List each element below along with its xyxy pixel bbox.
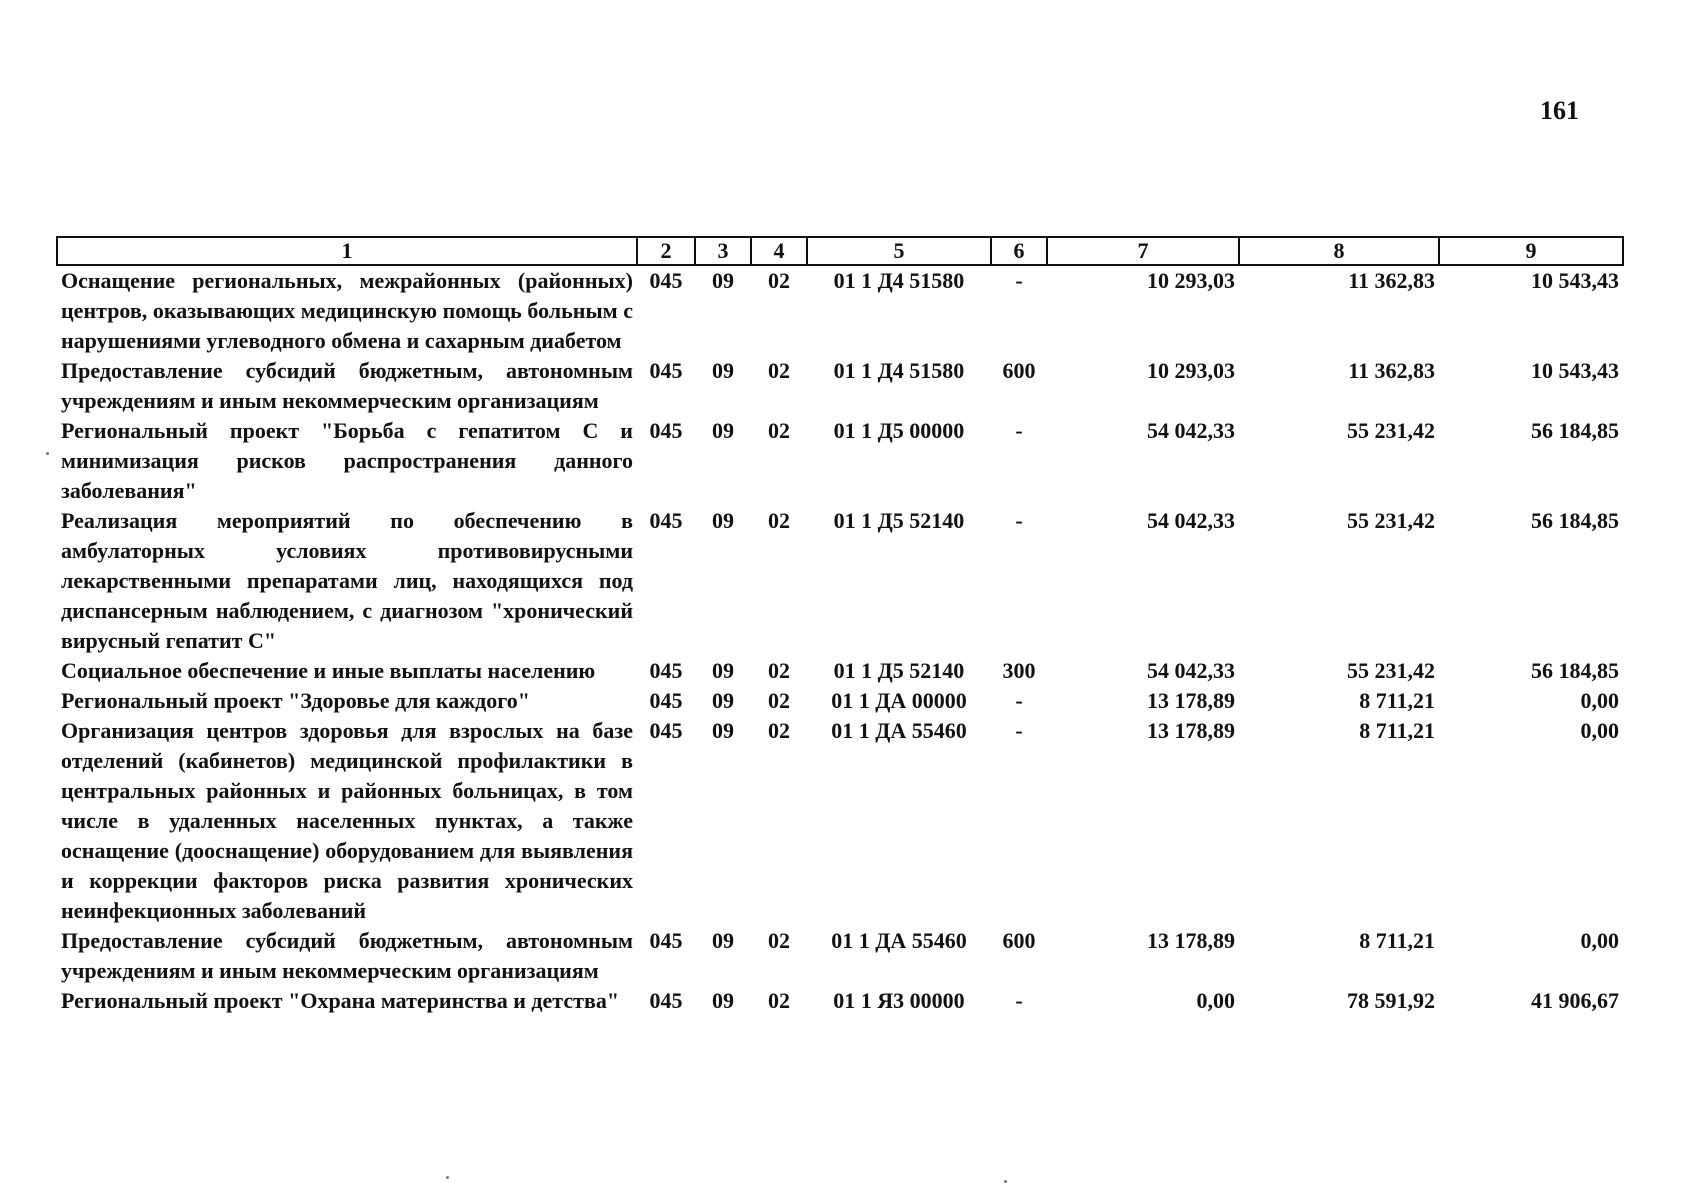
row-value-col9: 0,00 [1580, 718, 1619, 743]
row-expense-type: - [1015, 508, 1023, 533]
row-ministry-code: 045 [649, 688, 683, 713]
row-ministry-code: 045 [649, 988, 683, 1013]
row-ministry-code: 045 [649, 928, 683, 953]
row-name: Реализация мероприятий по обеспечению в амбулаторных условиях противовирусными лекарственными препаратами лиц, находящихся под диспансерным наблюдением, с диагнозом "хронический вирусный гепатит С" [61, 508, 633, 653]
header-col-8: 8 [1239, 237, 1439, 265]
row-value-col8: 11 362,83 [1348, 358, 1435, 383]
row-value-col9: 0,00 [1580, 688, 1619, 713]
row-expense-type: - [1015, 268, 1023, 293]
row-target-article: 01 1 Д5 52140 [833, 658, 965, 683]
row-value-col9: 0,00 [1580, 928, 1619, 953]
header-col-6: 6 [991, 237, 1047, 265]
table-row [57, 656, 1623, 686]
row-value-col7: 13 178,89 [1147, 718, 1235, 743]
row-subsection-code: 02 [768, 418, 790, 443]
row-section-code: 09 [712, 718, 734, 743]
table-row [57, 416, 1623, 506]
row-value-col7: 13 178,89 [1147, 928, 1235, 953]
row-target-article: 01 1 Д5 00000 [833, 418, 965, 443]
row-value-col8: 55 231,42 [1347, 508, 1435, 533]
row-subsection-code: 02 [768, 988, 790, 1013]
row-value-col9: 10 543,43 [1531, 358, 1619, 383]
header-col-9: 9 [1439, 237, 1623, 265]
scan-speck [46, 452, 49, 455]
table-row [57, 356, 1623, 416]
row-name: Региональный проект "Борьба с гепатитом С и минимизация рисков распространения данного заболевания" [61, 418, 633, 503]
row-name: Предоставление субсидий бюджетным, автономным учреждениям и иным некоммерческим организациям [61, 928, 633, 983]
row-value-col9: 56 184,85 [1531, 658, 1619, 683]
row-value-col9: 41 906,67 [1531, 988, 1619, 1013]
row-expense-type: - [1015, 718, 1023, 743]
row-name: Региональный проект "Охрана материнства и детства" [61, 988, 620, 1013]
budget-table [56, 236, 1624, 1016]
row-section-code: 09 [712, 508, 734, 533]
row-subsection-code: 02 [768, 658, 790, 683]
row-target-article: 01 1 ДА 00000 [831, 688, 967, 713]
row-section-code: 09 [712, 418, 734, 443]
row-expense-type: - [1015, 688, 1023, 713]
row-subsection-code: 02 [768, 928, 790, 953]
table-row [57, 986, 1623, 1016]
row-subsection-code: 02 [768, 358, 790, 383]
row-value-col7: 10 293,03 [1147, 358, 1235, 383]
row-value-col8: 11 362,83 [1348, 268, 1435, 293]
header-col-2: 2 [637, 237, 695, 265]
row-target-article: 01 1 ДА 55460 [831, 718, 967, 743]
table-row [57, 716, 1623, 926]
row-subsection-code: 02 [768, 688, 790, 713]
row-section-code: 09 [712, 268, 734, 293]
row-target-article: 01 1 Д4 51580 [833, 268, 965, 293]
row-value-col7: 54 042,33 [1147, 658, 1235, 683]
row-expense-type: 600 [1002, 358, 1036, 383]
row-subsection-code: 02 [768, 268, 790, 293]
row-subsection-code: 02 [768, 508, 790, 533]
row-target-article: 01 1 Я3 00000 [833, 988, 965, 1013]
row-value-col8: 8 711,21 [1359, 688, 1435, 713]
table-row [57, 926, 1623, 986]
row-value-col7: 54 042,33 [1147, 418, 1235, 443]
row-value-col8: 55 231,42 [1347, 658, 1435, 683]
table-row [57, 506, 1623, 656]
row-target-article: 01 1 Д5 52140 [833, 508, 965, 533]
row-name: Региональный проект "Здоровье для каждого" [61, 688, 530, 713]
row-value-col8: 55 231,42 [1347, 418, 1435, 443]
row-expense-type: 600 [1002, 928, 1036, 953]
row-ministry-code: 045 [649, 358, 683, 383]
row-name: Оснащение региональных, межрайонных (районных) центров, оказывающих медицинскую помощь больным с нарушениями углеводного обмена и сахарным диабетом [61, 268, 633, 353]
row-section-code: 09 [712, 688, 734, 713]
row-name: Предоставление субсидий бюджетным, автономным учреждениям и иным некоммерческим организациям [61, 358, 633, 413]
row-target-article: 01 1 Д4 51580 [833, 358, 965, 383]
row-ministry-code: 045 [649, 508, 683, 533]
row-expense-type: - [1015, 418, 1023, 443]
header-row [57, 237, 1623, 265]
page-number: 161 [1540, 96, 1579, 125]
header-col-5: 5 [807, 237, 991, 265]
row-ministry-code: 045 [649, 268, 683, 293]
row-expense-type: 300 [1002, 658, 1036, 683]
row-name: Организация центров здоровья для взрослых на базе отделений (кабинетов) медицинской профилактики в центральных районных и районных больницах, в том числе в удаленных населенных пунктах, а также оснащение (дооснащение) оборудованием для выявления и коррекции факторов риска развития хронических неинфекционных заболеваний [61, 718, 633, 923]
row-name: Социальное обеспечение и иные выплаты населению [61, 658, 596, 683]
row-section-code: 09 [712, 658, 734, 683]
row-section-code: 09 [712, 928, 734, 953]
header-col-4: 4 [751, 237, 807, 265]
row-value-col7: 13 178,89 [1147, 688, 1235, 713]
row-target-article: 01 1 ДА 55460 [831, 928, 967, 953]
row-value-col9: 56 184,85 [1531, 508, 1619, 533]
row-value-col7: 10 293,03 [1147, 268, 1235, 293]
row-value-col9: 56 184,85 [1531, 418, 1619, 443]
row-value-col8: 8 711,21 [1359, 928, 1435, 953]
row-value-col9: 10 543,43 [1531, 268, 1619, 293]
row-value-col8: 8 711,21 [1359, 718, 1435, 743]
scan-speck [446, 1176, 449, 1179]
header-col-3: 3 [695, 237, 751, 265]
table-row [57, 686, 1623, 716]
row-expense-type: - [1015, 988, 1023, 1013]
row-section-code: 09 [712, 988, 734, 1013]
row-value-col8: 78 591,92 [1347, 988, 1435, 1013]
row-ministry-code: 045 [649, 418, 683, 443]
row-ministry-code: 045 [649, 658, 683, 683]
row-section-code: 09 [712, 358, 734, 383]
row-subsection-code: 02 [768, 718, 790, 743]
header-col-7: 7 [1047, 237, 1239, 265]
row-value-col7: 0,00 [1196, 988, 1235, 1013]
table-row [57, 265, 1623, 356]
row-value-col7: 54 042,33 [1147, 508, 1235, 533]
scan-speck [1004, 1180, 1007, 1183]
row-ministry-code: 045 [649, 718, 683, 743]
header-col-1: 1 [57, 237, 637, 265]
